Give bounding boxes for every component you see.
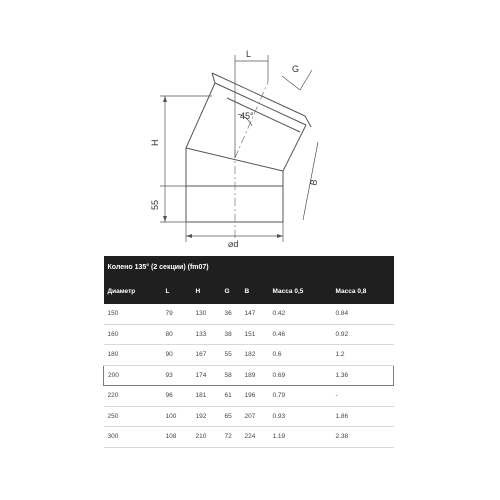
table-cell: 65 <box>221 406 241 427</box>
arrow-head <box>163 96 167 102</box>
table-cell: 133 <box>192 324 221 345</box>
table-cell: 100 <box>162 406 192 427</box>
table-cell: 1.36 <box>332 365 394 386</box>
table-cell: 181 <box>192 386 221 407</box>
table-body <box>104 304 394 447</box>
table-row <box>104 304 394 324</box>
table-cell: 108 <box>162 427 192 448</box>
label-L: L <box>246 49 252 59</box>
table-cell: 61 <box>221 386 241 407</box>
table-cell: 36 <box>221 304 241 324</box>
table-cell: 55 <box>221 345 241 366</box>
table-cell: 151 <box>241 324 269 345</box>
table-row-highlighted <box>104 365 394 386</box>
table-cell: 0.79 <box>269 386 332 407</box>
table-cell: 0.69 <box>269 365 332 386</box>
arrow-head <box>277 234 283 238</box>
table-cell: 220 <box>104 386 162 407</box>
table-cell: 0.46 <box>269 324 332 345</box>
label-G: G <box>292 64 300 74</box>
table-cell: 1.2 <box>332 345 394 366</box>
column-header: H <box>192 278 221 304</box>
table-cell: 96 <box>162 386 192 407</box>
table-row <box>104 324 394 345</box>
column-header: Диаметр <box>104 278 162 304</box>
table-cell: 224 <box>241 427 269 448</box>
table-cell: 192 <box>192 406 221 427</box>
table-cell: 182 <box>241 345 269 366</box>
table-cell: 79 <box>162 304 192 324</box>
table-cell: 80 <box>162 324 192 345</box>
arrow-head <box>186 234 192 238</box>
column-header: Масса 0,8 <box>332 278 394 304</box>
table-cell: 200 <box>104 365 162 386</box>
label-diameter: ⌀d <box>228 239 239 249</box>
table-cell: 250 <box>104 406 162 427</box>
table-cell: 0.92 <box>332 324 394 345</box>
table-cell: 160 <box>104 324 162 345</box>
column-header: Масса 0,5 <box>269 278 332 304</box>
table-cell: 189 <box>241 365 269 386</box>
table-cell: 0.6 <box>269 345 332 366</box>
arrow-head <box>163 216 167 222</box>
label-angle: 45° <box>240 111 254 121</box>
table-cell: 147 <box>241 304 269 324</box>
table-cell: 58 <box>221 365 241 386</box>
table-cell: 0.84 <box>332 304 394 324</box>
label-B: B <box>308 178 320 187</box>
column-header: L <box>162 278 192 304</box>
table-row <box>104 406 394 427</box>
specification-table <box>103 256 394 448</box>
column-header: G <box>221 278 241 304</box>
socket-G-dimension <box>282 76 300 90</box>
upper-band-line <box>227 98 300 132</box>
table-cell: 90 <box>162 345 192 366</box>
table-cell: 180 <box>104 345 162 366</box>
label-55: 55 <box>150 199 160 210</box>
table-cell: 72 <box>221 427 241 448</box>
table-cell: 196 <box>241 386 269 407</box>
upper-socket-ring <box>215 83 306 125</box>
upper-left-wall <box>186 83 215 148</box>
table-cell: 2.38 <box>332 427 394 448</box>
table-cell: 1.19 <box>269 427 332 448</box>
table-cell: 300 <box>104 427 162 448</box>
table-row <box>104 427 394 448</box>
table-row <box>104 386 394 407</box>
table-cell: 38 <box>221 324 241 345</box>
table-cell: 210 <box>192 427 221 448</box>
table-cell: 167 <box>192 345 221 366</box>
label-H: H <box>150 139 160 146</box>
table-cell: 150 <box>104 304 162 324</box>
table-cell: 93 <box>162 365 192 386</box>
socket-G-extension <box>300 70 312 90</box>
table-cell: 0.42 <box>269 304 332 324</box>
table-cell: 174 <box>192 365 221 386</box>
table-cell: 207 <box>241 406 269 427</box>
table-cell: 130 <box>192 304 221 324</box>
table-header-row <box>104 278 394 304</box>
upper-right-wall <box>283 125 306 171</box>
table-row <box>104 345 394 366</box>
table-cell: 0.93 <box>269 406 332 427</box>
column-header: B <box>241 278 269 304</box>
upper-socket-top <box>212 73 305 116</box>
table-cell: 1.86 <box>332 406 394 427</box>
table-cell: - <box>332 386 394 407</box>
cut-seam <box>186 148 283 171</box>
table-title: Колено 135° (2 секции) (fm07) <box>104 256 394 278</box>
